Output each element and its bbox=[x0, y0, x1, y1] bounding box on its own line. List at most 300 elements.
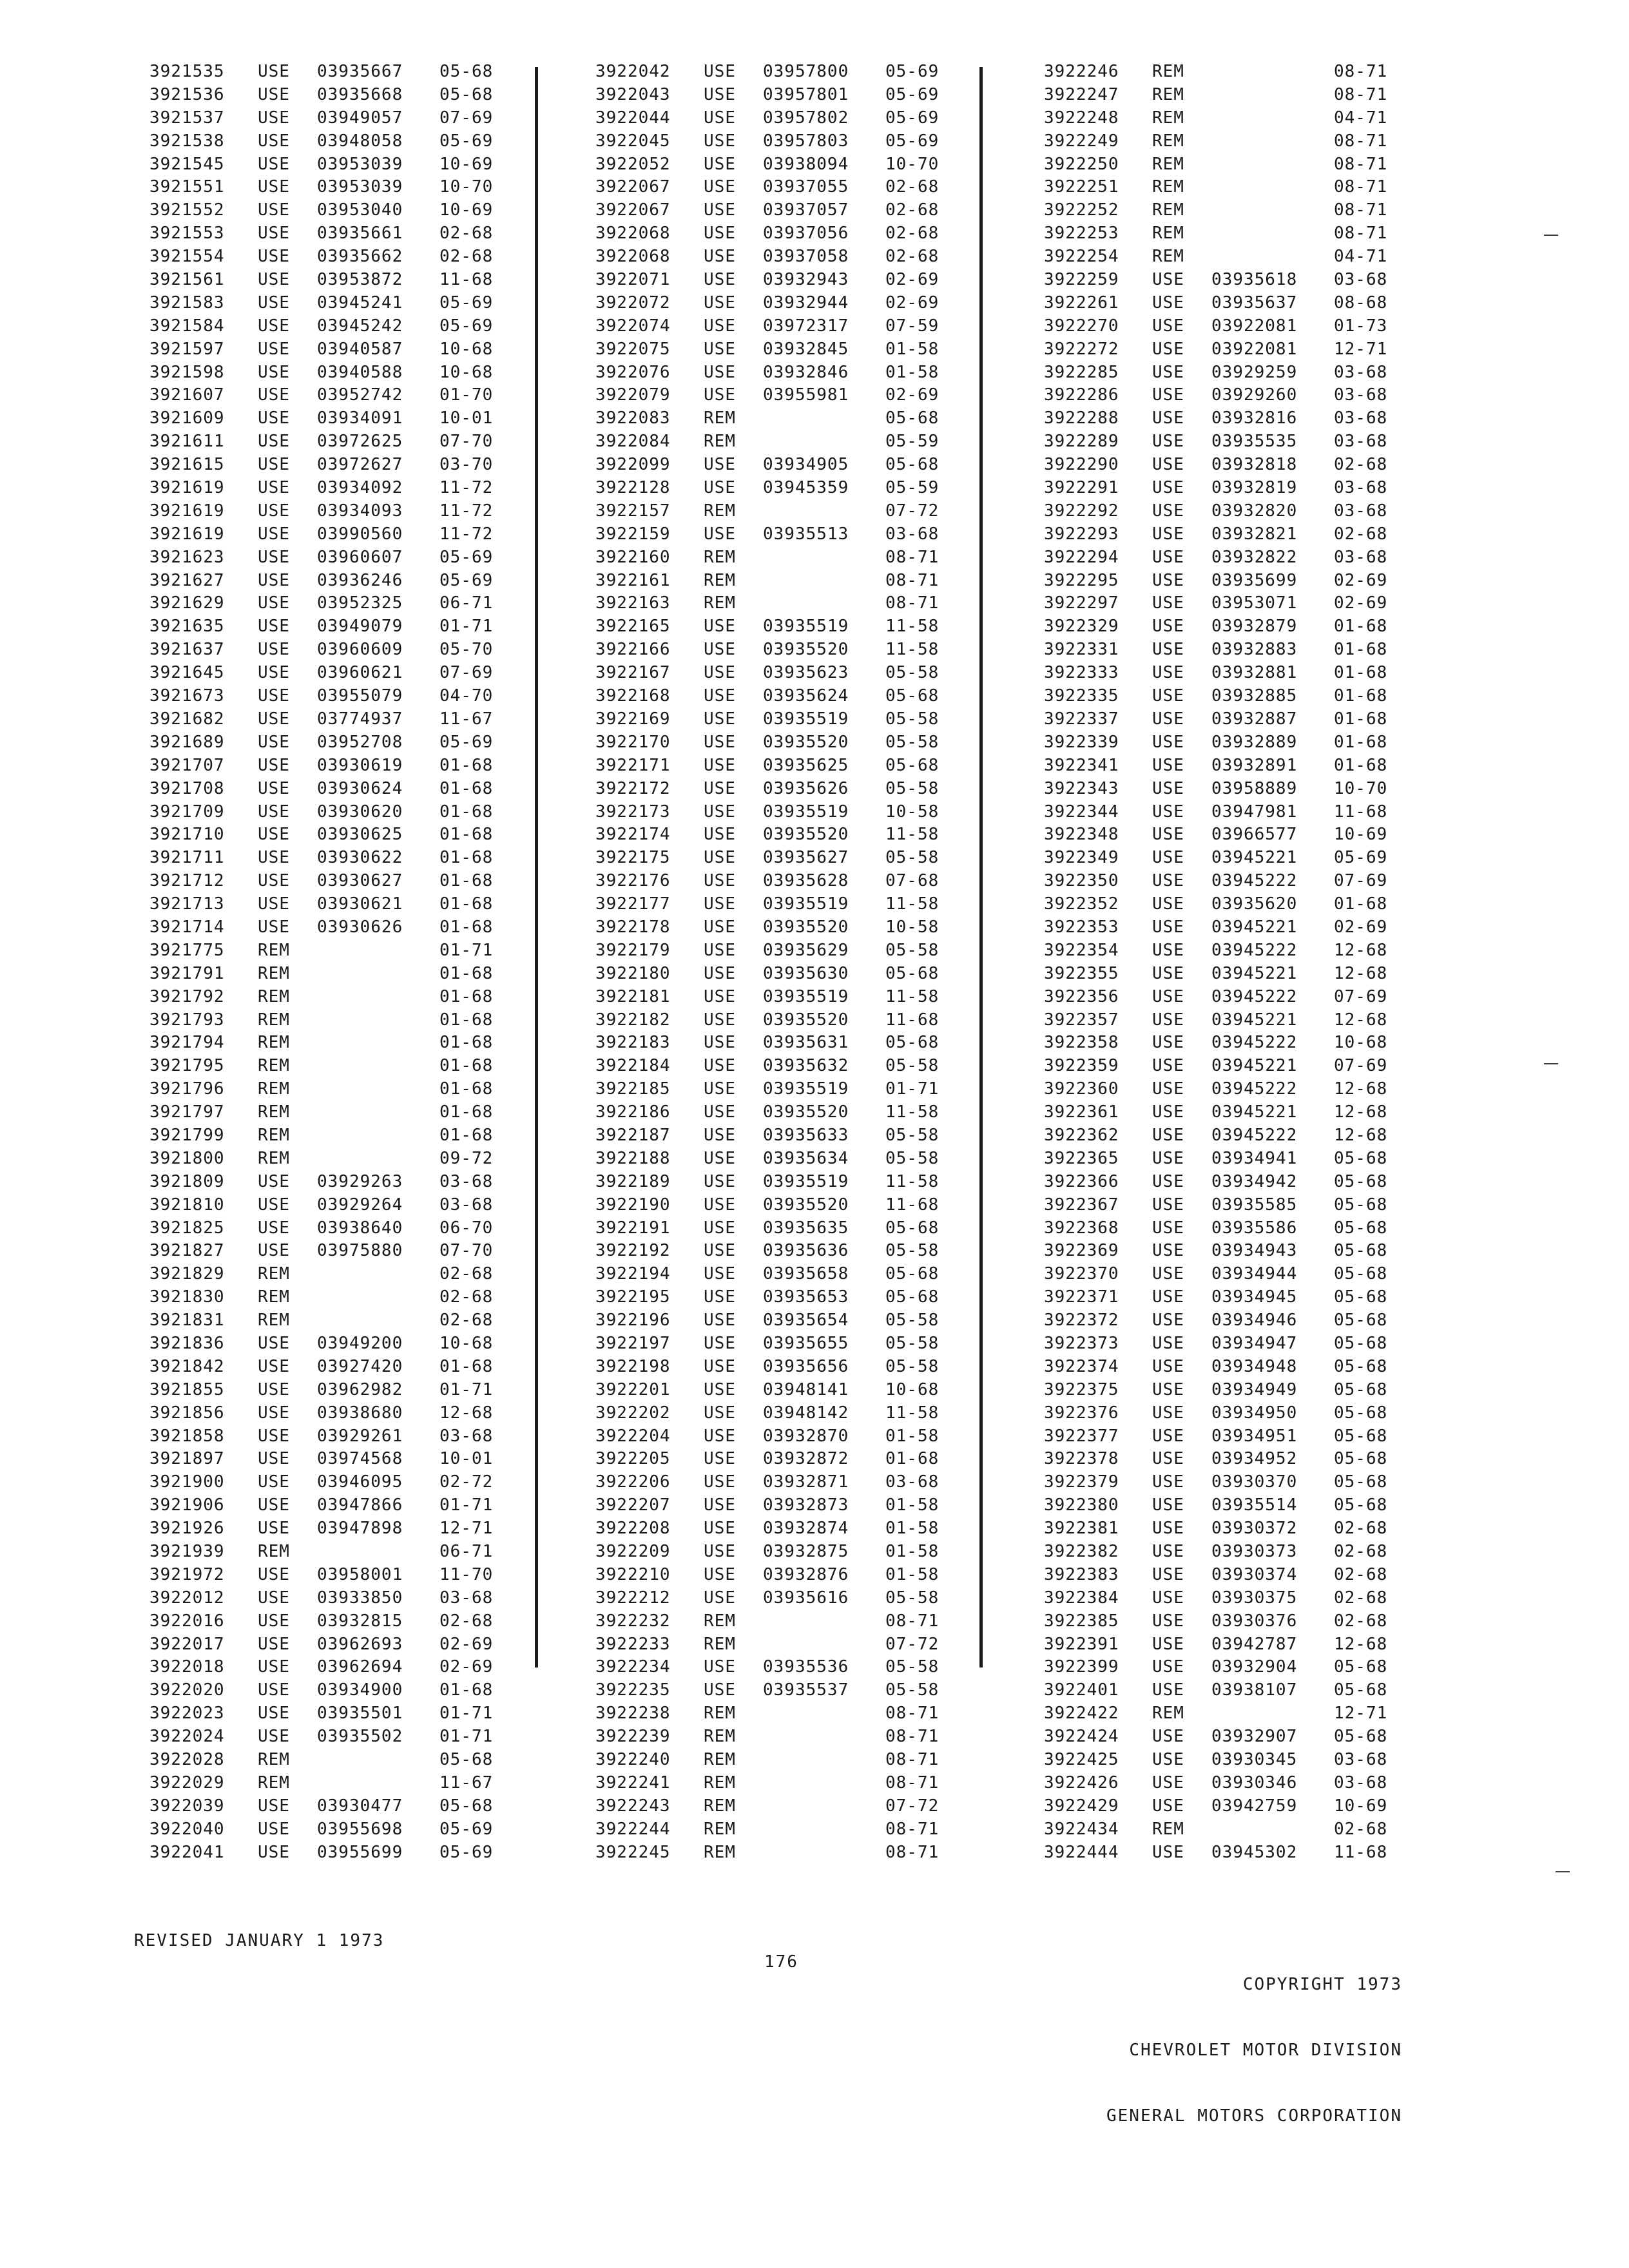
effective-date: 08-71 bbox=[885, 1819, 940, 1839]
action-code: REM bbox=[258, 963, 290, 983]
parts-row bbox=[595, 1101, 1008, 1124]
corporation-line: GENERAL MOTORS CORPORATION bbox=[1106, 2106, 1402, 2126]
replacement-number: 03947981 bbox=[1211, 802, 1298, 822]
replacement-number: 03932885 bbox=[1211, 686, 1298, 706]
part-number: 3921552 bbox=[149, 200, 225, 220]
effective-date: 12-68 bbox=[1334, 963, 1388, 983]
replacement-number: 03934949 bbox=[1211, 1379, 1298, 1399]
replacement-number: 03932904 bbox=[1211, 1657, 1298, 1677]
action-code: REM bbox=[704, 1819, 736, 1839]
replacement-number: 03935654 bbox=[763, 1311, 849, 1331]
parts-row bbox=[1044, 847, 1456, 870]
replacement-number: 03774937 bbox=[317, 709, 403, 729]
effective-date: 02-69 bbox=[1334, 593, 1388, 613]
replacement-number: 03957800 bbox=[763, 62, 849, 81]
parts-row bbox=[149, 1517, 562, 1541]
part-number: 3922128 bbox=[595, 478, 671, 498]
parts-row bbox=[149, 130, 562, 153]
part-number: 3922335 bbox=[1044, 686, 1119, 706]
part-number: 3922254 bbox=[1044, 247, 1119, 267]
parts-row bbox=[149, 916, 562, 939]
parts-row bbox=[149, 523, 562, 546]
effective-date: 12-68 bbox=[439, 1403, 494, 1423]
effective-date: 05-69 bbox=[1334, 848, 1388, 868]
parts-row bbox=[595, 1610, 1008, 1633]
replacement-number: 03930619 bbox=[317, 755, 403, 775]
effective-date: 02-69 bbox=[439, 1657, 494, 1677]
replacement-number: 03946095 bbox=[317, 1472, 403, 1492]
action-code: USE bbox=[1152, 501, 1184, 521]
action-code: REM bbox=[704, 547, 736, 567]
part-number: 3922071 bbox=[595, 270, 671, 290]
effective-date: 01-71 bbox=[885, 1079, 940, 1099]
effective-date: 12-71 bbox=[1334, 339, 1388, 359]
part-number: 3922045 bbox=[595, 131, 671, 151]
replacement-number: 03945242 bbox=[317, 316, 403, 336]
part-number: 3921858 bbox=[149, 1426, 225, 1446]
parts-row bbox=[1044, 1078, 1456, 1101]
part-number: 3922172 bbox=[595, 778, 671, 798]
effective-date: 01-68 bbox=[439, 1056, 494, 1076]
replacement-number: 03958001 bbox=[317, 1564, 403, 1584]
parts-row bbox=[1044, 546, 1456, 570]
action-code: USE bbox=[704, 1125, 736, 1145]
part-number: 3921611 bbox=[149, 432, 225, 452]
replacement-number: 03947866 bbox=[317, 1495, 403, 1515]
parts-row bbox=[1044, 1448, 1456, 1471]
parts-row bbox=[1044, 361, 1456, 385]
part-number: 3922044 bbox=[595, 108, 671, 128]
parts-row bbox=[1044, 1494, 1456, 1517]
action-code: USE bbox=[704, 871, 736, 891]
part-number: 3921842 bbox=[149, 1356, 225, 1376]
parts-row bbox=[149, 801, 562, 824]
parts-row bbox=[1044, 1309, 1456, 1332]
replacement-number: 03922081 bbox=[1211, 339, 1298, 359]
replacement-number: 03932819 bbox=[1211, 478, 1298, 498]
action-code: USE bbox=[1152, 1241, 1184, 1261]
parts-row bbox=[149, 500, 562, 523]
effective-date: 01-68 bbox=[439, 894, 494, 914]
part-number: 3922067 bbox=[595, 177, 671, 197]
parts-row bbox=[1044, 1772, 1456, 1795]
parts-row bbox=[149, 1356, 562, 1379]
action-code: USE bbox=[1152, 755, 1184, 775]
action-code: USE bbox=[704, 1264, 736, 1284]
effective-date: 03-68 bbox=[1334, 408, 1388, 428]
action-code: USE bbox=[258, 663, 290, 683]
replacement-number: 03938640 bbox=[317, 1218, 403, 1238]
parts-row bbox=[595, 986, 1008, 1009]
part-number: 3922367 bbox=[1044, 1195, 1119, 1215]
action-code: USE bbox=[704, 1079, 736, 1099]
parts-row bbox=[595, 639, 1008, 662]
effective-date: 11-70 bbox=[439, 1564, 494, 1584]
effective-date: 05-69 bbox=[439, 547, 494, 567]
part-number: 3922372 bbox=[1044, 1311, 1119, 1331]
parts-row bbox=[149, 1009, 562, 1032]
part-number: 3922186 bbox=[595, 1102, 671, 1122]
effective-date: 02-68 bbox=[1334, 524, 1388, 544]
action-code: USE bbox=[704, 1657, 736, 1677]
effective-date: 02-68 bbox=[439, 1287, 494, 1307]
action-code: USE bbox=[258, 62, 290, 81]
parts-row bbox=[1044, 1217, 1456, 1240]
part-number: 3921794 bbox=[149, 1033, 225, 1053]
part-number: 3922294 bbox=[1044, 547, 1119, 567]
action-code: USE bbox=[704, 1333, 736, 1353]
part-number: 3921972 bbox=[149, 1564, 225, 1584]
replacement-number: 03932815 bbox=[317, 1611, 403, 1631]
action-code: REM bbox=[704, 1611, 736, 1631]
effective-date: 02-68 bbox=[885, 224, 940, 244]
replacement-number: 03953040 bbox=[317, 200, 403, 220]
replacement-number: 03922081 bbox=[1211, 316, 1298, 336]
action-code: REM bbox=[704, 408, 736, 428]
replacement-number: 03934943 bbox=[1211, 1241, 1298, 1261]
parts-row bbox=[149, 199, 562, 222]
replacement-number: 03935501 bbox=[317, 1704, 403, 1724]
effective-date: 12-71 bbox=[1334, 1704, 1388, 1724]
part-number: 3921709 bbox=[149, 802, 225, 822]
action-code: USE bbox=[1152, 1010, 1184, 1030]
action-code: USE bbox=[1152, 547, 1184, 567]
parts-row bbox=[595, 1656, 1008, 1679]
action-code: USE bbox=[258, 1241, 290, 1261]
parts-row bbox=[149, 1494, 562, 1517]
effective-date: 05-58 bbox=[885, 1657, 940, 1677]
parts-row bbox=[1044, 778, 1456, 801]
parts-row bbox=[595, 1124, 1008, 1148]
part-number: 3921827 bbox=[149, 1241, 225, 1261]
effective-date: 10-58 bbox=[885, 917, 940, 937]
effective-date: 05-69 bbox=[439, 570, 494, 590]
replacement-number: 03955698 bbox=[317, 1819, 403, 1839]
part-number: 3922370 bbox=[1044, 1264, 1119, 1284]
parts-row bbox=[595, 338, 1008, 361]
replacement-number: 03935520 bbox=[763, 825, 849, 845]
replacement-number: 03945222 bbox=[1211, 1079, 1298, 1099]
effective-date: 11-72 bbox=[439, 478, 494, 498]
parts-row bbox=[1044, 570, 1456, 593]
effective-date: 05-68 bbox=[885, 455, 940, 475]
parts-row bbox=[149, 1055, 562, 1078]
part-number: 3922424 bbox=[1044, 1727, 1119, 1747]
effective-date: 02-69 bbox=[885, 270, 940, 290]
action-code: USE bbox=[258, 617, 290, 637]
replacement-number: 03955699 bbox=[317, 1842, 403, 1862]
part-number: 3922377 bbox=[1044, 1426, 1119, 1446]
action-code: USE bbox=[704, 1287, 736, 1307]
effective-date: 05-69 bbox=[439, 1842, 494, 1862]
part-number: 3921710 bbox=[149, 825, 225, 845]
part-number: 3921775 bbox=[149, 940, 225, 960]
part-number: 3921707 bbox=[149, 755, 225, 775]
effective-date: 10-70 bbox=[885, 154, 940, 174]
action-code: USE bbox=[258, 917, 290, 937]
effective-date: 08-71 bbox=[885, 1704, 940, 1724]
effective-date: 07-70 bbox=[439, 432, 494, 452]
replacement-number: 03937055 bbox=[763, 177, 849, 197]
effective-date: 02-68 bbox=[1334, 455, 1388, 475]
replacement-number: 03935667 bbox=[317, 62, 403, 81]
effective-date: 11-58 bbox=[885, 640, 940, 660]
replacement-number: 03934941 bbox=[1211, 1148, 1298, 1168]
parts-row bbox=[595, 592, 1008, 615]
parts-row bbox=[595, 107, 1008, 130]
parts-row bbox=[595, 1055, 1008, 1078]
action-code: USE bbox=[704, 778, 736, 798]
effective-date: 12-68 bbox=[1334, 1079, 1388, 1099]
part-number: 3921939 bbox=[149, 1542, 225, 1561]
effective-date: 02-69 bbox=[885, 293, 940, 312]
part-number: 3922233 bbox=[595, 1634, 671, 1654]
parts-row bbox=[149, 338, 562, 361]
replacement-number: 03935616 bbox=[763, 1588, 849, 1608]
action-code: USE bbox=[258, 270, 290, 290]
parts-row bbox=[1044, 454, 1456, 477]
effective-date: 05-68 bbox=[439, 62, 494, 81]
parts-row bbox=[1044, 986, 1456, 1009]
part-number: 3922375 bbox=[1044, 1379, 1119, 1399]
replacement-number: 03937056 bbox=[763, 224, 849, 244]
part-number: 3922434 bbox=[1044, 1819, 1119, 1839]
effective-date: 05-69 bbox=[885, 108, 940, 128]
part-number: 3921598 bbox=[149, 362, 225, 382]
action-code: USE bbox=[258, 339, 290, 359]
effective-date: 02-69 bbox=[1334, 917, 1388, 937]
replacement-number: 03949057 bbox=[317, 108, 403, 128]
effective-date: 01-58 bbox=[885, 339, 940, 359]
parts-row bbox=[595, 245, 1008, 269]
replacement-number: 03930376 bbox=[1211, 1611, 1298, 1631]
action-code: USE bbox=[704, 154, 736, 174]
parts-row bbox=[595, 1795, 1008, 1818]
effective-date: 01-58 bbox=[885, 1542, 940, 1561]
effective-date: 01-68 bbox=[439, 1356, 494, 1376]
part-number: 3922205 bbox=[595, 1449, 671, 1469]
action-code: USE bbox=[1152, 293, 1184, 312]
action-code: USE bbox=[704, 1311, 736, 1331]
parts-row bbox=[595, 1471, 1008, 1494]
part-number: 3921708 bbox=[149, 778, 225, 798]
replacement-number: 03935520 bbox=[763, 1102, 849, 1122]
action-code: USE bbox=[704, 1564, 736, 1584]
effective-date: 05-68 bbox=[885, 1264, 940, 1284]
part-number: 3921792 bbox=[149, 986, 225, 1006]
parts-row bbox=[149, 1587, 562, 1610]
parts-row bbox=[149, 454, 562, 477]
part-number: 3922157 bbox=[595, 501, 671, 521]
action-code: USE bbox=[258, 709, 290, 729]
effective-date: 05-68 bbox=[1334, 1171, 1388, 1191]
action-code: USE bbox=[1152, 385, 1184, 405]
parts-row bbox=[149, 84, 562, 107]
action-code: USE bbox=[258, 1564, 290, 1584]
effective-date: 05-68 bbox=[1334, 1264, 1388, 1284]
parts-row bbox=[595, 153, 1008, 177]
effective-date: 03-68 bbox=[1334, 362, 1388, 382]
effective-date: 05-58 bbox=[885, 1680, 940, 1700]
effective-date: 12-71 bbox=[439, 1519, 494, 1539]
replacement-number: 03935537 bbox=[763, 1680, 849, 1700]
part-number: 3921711 bbox=[149, 848, 225, 868]
replacement-number: 03935662 bbox=[317, 247, 403, 267]
revised-date: REVISED JANUARY 1 1973 bbox=[134, 1931, 385, 1950]
action-code: USE bbox=[1152, 270, 1184, 290]
action-code: USE bbox=[1152, 1379, 1184, 1399]
effective-date: 02-68 bbox=[439, 1611, 494, 1631]
part-number: 3922209 bbox=[595, 1542, 671, 1561]
part-number: 3922234 bbox=[595, 1657, 671, 1677]
effective-date: 05-69 bbox=[439, 732, 494, 752]
effective-date: 12-68 bbox=[1334, 1634, 1388, 1654]
parts-row bbox=[1044, 708, 1456, 731]
effective-date: 05-58 bbox=[885, 1148, 940, 1168]
part-number: 3922178 bbox=[595, 917, 671, 937]
action-code: USE bbox=[258, 84, 290, 104]
action-code: USE bbox=[1152, 709, 1184, 729]
part-number: 3921627 bbox=[149, 570, 225, 590]
replacement-number: 03929263 bbox=[317, 1171, 403, 1191]
replacement-number: 03974568 bbox=[317, 1449, 403, 1469]
action-code: REM bbox=[1152, 1704, 1184, 1724]
action-code: USE bbox=[1152, 986, 1184, 1006]
effective-date: 11-68 bbox=[1334, 802, 1388, 822]
part-number: 3922181 bbox=[595, 986, 671, 1006]
action-code: REM bbox=[1152, 177, 1184, 197]
action-code: REM bbox=[704, 593, 736, 613]
part-number: 3922359 bbox=[1044, 1056, 1119, 1076]
action-code: USE bbox=[1152, 663, 1184, 683]
parts-row bbox=[595, 1402, 1008, 1425]
effective-date: 05-68 bbox=[1334, 1356, 1388, 1376]
effective-date: 02-68 bbox=[1334, 1564, 1388, 1584]
part-number: 3922357 bbox=[1044, 1010, 1119, 1030]
effective-date: 05-68 bbox=[439, 1750, 494, 1770]
replacement-number: 03935629 bbox=[763, 940, 849, 960]
effective-date: 12-68 bbox=[1334, 1010, 1388, 1030]
parts-row bbox=[595, 315, 1008, 338]
effective-date: 03-68 bbox=[1334, 501, 1388, 521]
parts-row bbox=[1044, 61, 1456, 84]
part-number: 3922373 bbox=[1044, 1333, 1119, 1353]
parts-row bbox=[595, 1725, 1008, 1749]
replacement-number: 03932818 bbox=[1211, 455, 1298, 475]
replacement-number: 03935699 bbox=[1211, 570, 1298, 590]
parts-row bbox=[1044, 1749, 1456, 1772]
part-number: 3922177 bbox=[595, 894, 671, 914]
parts-row bbox=[149, 430, 562, 454]
parts-row bbox=[1044, 315, 1456, 338]
parts-row bbox=[149, 986, 562, 1009]
action-code: REM bbox=[704, 1704, 736, 1724]
effective-date: 01-71 bbox=[439, 617, 494, 637]
action-code: USE bbox=[1152, 1680, 1184, 1700]
effective-date: 01-58 bbox=[885, 1564, 940, 1584]
effective-date: 02-68 bbox=[1334, 1542, 1388, 1561]
action-code: REM bbox=[1152, 224, 1184, 244]
action-code: USE bbox=[258, 1403, 290, 1423]
part-number: 3921619 bbox=[149, 478, 225, 498]
action-code: USE bbox=[704, 1195, 736, 1215]
part-number: 3922356 bbox=[1044, 986, 1119, 1006]
part-number: 3921713 bbox=[149, 894, 225, 914]
parts-row bbox=[149, 477, 562, 500]
replacement-number: 03930621 bbox=[317, 894, 403, 914]
effective-date: 05-58 bbox=[885, 1311, 940, 1331]
part-number: 3921629 bbox=[149, 593, 225, 613]
replacement-number: 03957801 bbox=[763, 84, 849, 104]
action-code: USE bbox=[1152, 1148, 1184, 1168]
parts-row bbox=[149, 245, 562, 269]
replacement-number: 03972627 bbox=[317, 455, 403, 475]
part-number: 3922378 bbox=[1044, 1449, 1119, 1469]
replacement-number: 03934948 bbox=[1211, 1356, 1298, 1376]
replacement-number: 03930370 bbox=[1211, 1472, 1298, 1492]
part-number: 3922194 bbox=[595, 1264, 671, 1284]
effective-date: 05-59 bbox=[885, 478, 940, 498]
effective-date: 05-68 bbox=[885, 755, 940, 775]
effective-date: 11-58 bbox=[885, 825, 940, 845]
part-number: 3922365 bbox=[1044, 1148, 1119, 1168]
effective-date: 01-68 bbox=[439, 917, 494, 937]
replacement-number: 03929264 bbox=[317, 1195, 403, 1215]
parts-row bbox=[595, 269, 1008, 292]
effective-date: 03-68 bbox=[1334, 1773, 1388, 1792]
replacement-number: 03932873 bbox=[763, 1495, 849, 1515]
parts-row bbox=[149, 1725, 562, 1749]
action-code: USE bbox=[1152, 1102, 1184, 1122]
effective-date: 10-70 bbox=[439, 177, 494, 197]
parts-row bbox=[1044, 107, 1456, 130]
replacement-number: 03934945 bbox=[1211, 1287, 1298, 1307]
effective-date: 10-69 bbox=[1334, 1796, 1388, 1816]
replacement-number: 03935661 bbox=[317, 224, 403, 244]
parts-row bbox=[595, 1263, 1008, 1286]
replacement-number: 03945221 bbox=[1211, 963, 1298, 983]
parts-row bbox=[595, 1633, 1008, 1657]
effective-date: 05-70 bbox=[439, 640, 494, 660]
replacement-number: 03962982 bbox=[317, 1379, 403, 1399]
effective-date: 02-68 bbox=[1334, 1819, 1388, 1839]
effective-date: 11-68 bbox=[885, 1010, 940, 1030]
parts-row bbox=[1044, 1240, 1456, 1263]
effective-date: 05-68 bbox=[885, 963, 940, 983]
parts-column-1 bbox=[149, 61, 562, 1864]
action-code: USE bbox=[1152, 1449, 1184, 1469]
parts-row bbox=[149, 153, 562, 177]
effective-date: 01-68 bbox=[439, 986, 494, 1006]
action-code: USE bbox=[704, 362, 736, 382]
action-code: REM bbox=[1152, 108, 1184, 128]
parts-row bbox=[149, 639, 562, 662]
parts-row bbox=[1044, 1402, 1456, 1425]
effective-date: 05-68 bbox=[1334, 1195, 1388, 1215]
action-code: USE bbox=[258, 640, 290, 660]
action-code: USE bbox=[258, 1449, 290, 1469]
replacement-number: 03934952 bbox=[1211, 1449, 1298, 1469]
action-code: USE bbox=[258, 1680, 290, 1700]
replacement-number: 03929260 bbox=[1211, 385, 1298, 405]
action-code: USE bbox=[704, 1010, 736, 1030]
effective-date: 11-58 bbox=[885, 1403, 940, 1423]
action-code: USE bbox=[1152, 686, 1184, 706]
part-number: 3922384 bbox=[1044, 1588, 1119, 1608]
action-code: USE bbox=[1152, 1495, 1184, 1515]
effective-date: 08-71 bbox=[885, 1611, 940, 1631]
action-code: USE bbox=[1152, 894, 1184, 914]
